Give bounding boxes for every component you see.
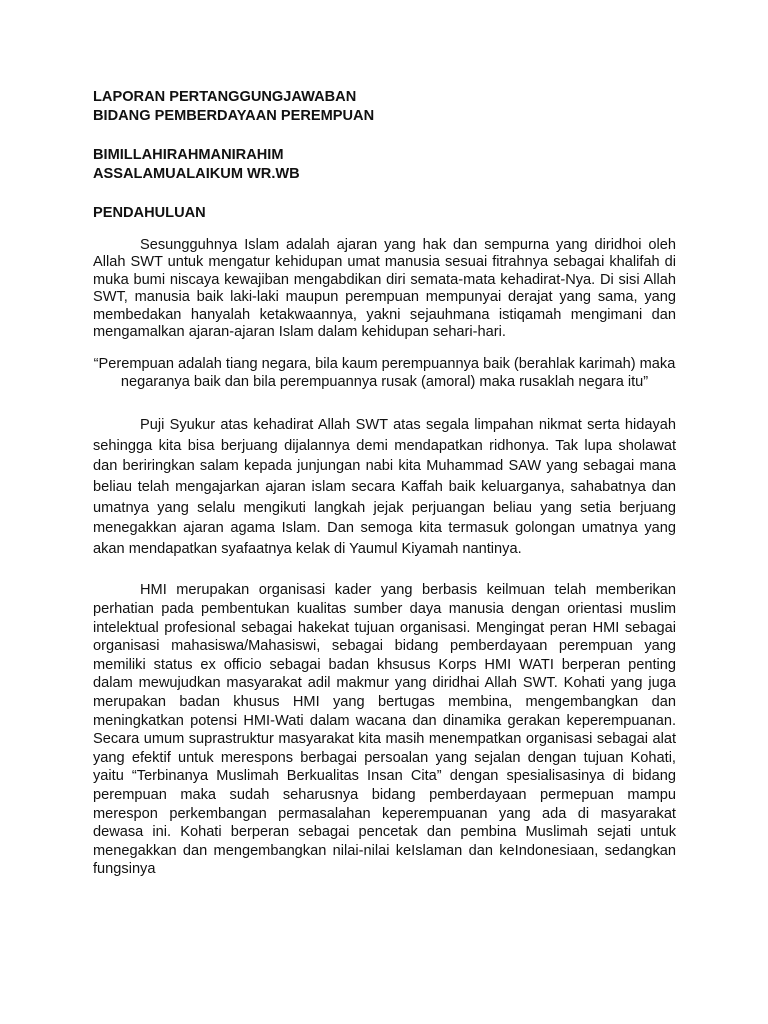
paragraph-1: Sesungguhnya Islam adalah ajaran yang hak dan sempurna yang diridhoi oleh Allah SWT untuk mengatur kehidupan umat manusia sesuai fitrahnya sebagai khalifah di muka bumi niscaya kewajiban mengabdikan diri semata-mata kehadirat-Nya. Di sisi Allah SWT, manusia baik laki-laki maupun perempuan mempunyai derajat yang sama, yang membedakan hanyalah ketakwaannya, yakni sejauhmana istiqamah mengimani dan mengamalkan ajaran-ajaran Islam dalam kehidupan sehari-hari. bbox=[93, 237, 676, 341]
paragraph-3: HMI merupakan organisasi kader yang berbasis keilmuan telah memberikan perhatian pada pembentukan kualitas sumber daya manusia dengan orientasi muslim intelektual profesional sebagai hakekat tujuan organisasi. Mengingat peran HMI sebagai organisasi mahasiswa/Mahasiswi, sebagai bidang pemberdayaan perempuan yang memiliki status ex officio sebagai badan khsusus Korps HMI WATI berperan penting dalam mewujudkan masyarakat adil makmur yang diridhai Allah SWT. Kohati yang juga merupakan badan khusus HMI yang bertugas membina, mengembangkan dan meningkatkan potensi HMI-Wati dalam wacana dan dinamika gerakan keperempuanan. Secara umum suprastruktur masyarakat kita masih menempatkan organisasi sebagai alat yang efektif untuk merespons berbagai persoalan yang sejalan dengan tujuan Kohati, yaitu “Terbinanya Muslimah Berkualitas Insan Cita” dengan spesialisasinya di bidang perempuan maka sudah seharusnya bidang pemberdayaan permepuan mampu merespon perkembangan permasalahan keperempuanan yang ada di masyarakat dewasa ini. Kohati berperan sebagai pencetak dan pembina Muslimah sejati untuk menegakkan dan mengembangkan nilai-nilai keIslaman dan keIndonesiaan, sedangkan fungsinya bbox=[93, 582, 676, 878]
report-title bbox=[93, 88, 676, 126]
paragraph-2: Puji Syukur atas kehadirat Allah SWT atas segala limpahan nikmat serta hidayah sehingga kita bisa berjuang dijalannya demi mendapatkan ridhonya. Tak lupa sholawat dan beriringkan salam kepada junjungan nabi kita Muhammad SAW yang sebagai mana beliau telah mengajarkan ajaran islam secara Kaffah baik keluarganya, sahabatnya dan umatnya yang selalu mengikuti langkah jejak perjuangan beliau yang setia berjuang menegakkan ajaran agama Islam. Dan semoga kita termasuk golongan umatnya yang akan mendapatkan syafaatnya kelak di Yaumul Kiyamah nantinya. bbox=[93, 417, 676, 557]
title-line-1: LAPORAN PERTANGGUNGJAWABAN bbox=[93, 89, 357, 105]
section-title: PENDAHULUAN bbox=[93, 205, 206, 221]
quote: “Perempuan adalah tiang negara, bila kaum perempuannya baik (berahlak karimah) maka negaranya baik dan bila perempuannya rusak (amoral) maka rusaklah negara itu” bbox=[93, 356, 676, 390]
greeting-line-2: ASSALAMUALAIKUM WR.WB bbox=[93, 166, 300, 182]
greeting-line-1: BIMILLAHIRAHMANIRAHIM bbox=[93, 147, 284, 163]
greeting bbox=[93, 146, 676, 184]
section-heading bbox=[93, 204, 676, 223]
title-line-2: BIDANG PEMBERDAYAAN PEREMPUAN bbox=[93, 108, 375, 124]
document-body bbox=[93, 88, 676, 879]
